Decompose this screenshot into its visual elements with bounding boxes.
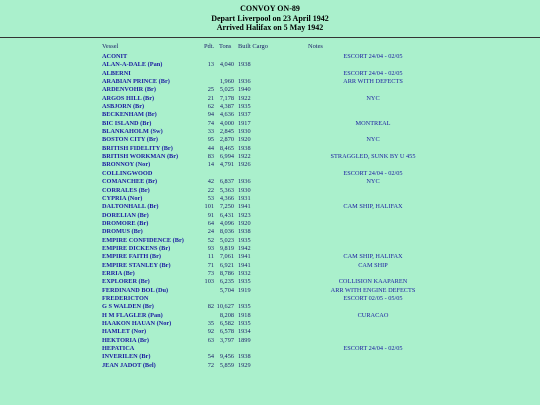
table-row — [0, 120, 540, 128]
built-value: 1930 — [238, 186, 251, 194]
tons-value: 3,797 — [219, 336, 234, 344]
vessel-name[interactable]: EMPIRE STANLEY (Br) — [102, 261, 171, 269]
pdt-value: 53 — [207, 194, 214, 202]
pdt-value: 103 — [204, 278, 214, 286]
table-row — [0, 170, 540, 178]
notes-value: CAM SHIP, HALIFAX — [343, 203, 403, 211]
vessel-name[interactable]: HEKTORIA (Br) — [102, 336, 149, 344]
tons-value: 5,704 — [219, 286, 234, 294]
built-value: 1935 — [238, 236, 251, 244]
vessel-name[interactable]: G S WALDEN (Br) — [102, 303, 154, 311]
notes-value: ESCORT 24/04 - 02/05 — [343, 53, 403, 60]
pdt-value: 101 — [204, 203, 214, 211]
table-row — [0, 78, 540, 86]
pdt-value: 71 — [207, 261, 214, 269]
notes-value: MONTREAL — [355, 119, 391, 127]
notes-value: NYC — [366, 136, 380, 144]
table-row — [0, 86, 540, 94]
notes-value: STRAGGLED, SUNK BY U 455 — [330, 153, 416, 161]
built-value: 1922 — [238, 94, 251, 102]
pdt-value: 42 — [207, 178, 214, 186]
col-vessel: Vessel — [102, 43, 119, 50]
vessel-name[interactable]: DALTONHALL (Br) — [102, 203, 159, 211]
tons-value: 8,465 — [219, 144, 234, 152]
table-row — [0, 362, 540, 370]
tons-value: 5,025 — [219, 86, 234, 94]
pdt-value: 94 — [207, 111, 214, 119]
vessel-name[interactable]: FERDINAND BOL (Du) — [102, 286, 169, 294]
vessel-name[interactable]: ARGOS HILL (Br) — [102, 94, 155, 102]
tons-value: 6,582 — [219, 320, 234, 327]
vessel-name[interactable]: COMANCHEE (Br) — [102, 178, 158, 186]
table-row — [0, 103, 540, 111]
tons-value: 6,921 — [219, 261, 234, 269]
pdt-value: 52 — [207, 236, 214, 244]
table-row — [0, 295, 540, 303]
pdt-value: 24 — [207, 228, 214, 236]
table-row — [0, 212, 540, 220]
built-value: 1930 — [238, 128, 251, 136]
col-pdt: Pdt. — [204, 43, 215, 50]
pdt-value: 21 — [207, 94, 214, 102]
tons-value: 4,000 — [219, 119, 234, 127]
vessel-table — [0, 53, 540, 370]
notes-value: NYC — [366, 94, 380, 102]
arrive-line: Arrived Halifax on 5 May 1942 — [216, 23, 324, 32]
vessel-name[interactable]: BIC ISLAND (Br) — [102, 119, 152, 127]
table-row — [0, 278, 540, 286]
vessel-name[interactable]: BECKENHAM (Br) — [102, 111, 157, 119]
table-row — [0, 245, 540, 253]
table-row — [0, 70, 540, 78]
convoy-header — [0, 0, 540, 33]
vessel-name[interactable]: CYPRIA (Nor) — [102, 194, 143, 202]
tons-value: 6,235 — [219, 278, 234, 286]
table-row — [0, 237, 540, 245]
tons-value: 5,023 — [219, 236, 234, 244]
tons-value: 6,431 — [219, 211, 234, 219]
built-value: 1899 — [238, 336, 251, 344]
table-row — [0, 61, 540, 69]
built-value: 1941 — [238, 253, 251, 261]
tons-value: 7,250 — [219, 203, 234, 211]
vessel-name[interactable]: BRITISH FIDELITY (Br) — [102, 144, 173, 152]
table-row — [0, 262, 540, 270]
built-value: 1938 — [238, 353, 251, 361]
pdt-value: 54 — [207, 353, 214, 361]
pdt-value: 11 — [207, 253, 214, 261]
built-value: 1940 — [238, 86, 251, 94]
built-value: 1938 — [238, 61, 251, 69]
tons-value: 4,636 — [219, 111, 234, 119]
tons-value: 9,456 — [219, 353, 234, 361]
table-row — [0, 53, 540, 61]
tons-value: 2,845 — [219, 128, 234, 136]
table-row — [0, 128, 540, 136]
tons-value: 7,061 — [219, 253, 234, 261]
tons-value: 4,096 — [219, 219, 234, 227]
tons-value: 5,363 — [219, 186, 234, 194]
pdt-value: 44 — [207, 144, 214, 152]
table-row — [0, 111, 540, 119]
notes-value: ESCORT 24/04 - 02/05 — [343, 169, 403, 177]
table-row — [0, 345, 540, 353]
pdt-value: 74 — [207, 119, 214, 127]
built-value: 1922 — [238, 153, 251, 161]
pdt-value: 25 — [207, 86, 214, 94]
depart-line: Depart Liverpool on 23 April 1942 — [211, 13, 329, 23]
pdt-value: 63 — [207, 336, 214, 344]
vessel-name[interactable]: ALBERNI — [102, 69, 131, 77]
tons-value: 4,040 — [219, 61, 234, 69]
built-value: 1920 — [238, 219, 251, 227]
notes-value: CAM SHIP — [358, 261, 388, 269]
built-value: 1919 — [238, 286, 251, 294]
built-value: 1932 — [238, 269, 251, 277]
vessel-name[interactable]: HAMLET (Nor) — [102, 328, 147, 336]
table-row — [0, 303, 540, 311]
tons-value: 10,627 — [216, 303, 234, 311]
table-row — [0, 195, 540, 203]
table-row — [0, 253, 540, 261]
vessel-name[interactable]: FREDERICTON — [102, 294, 149, 302]
vessel-name[interactable]: ASBJORN (Br) — [102, 103, 145, 111]
vessel-name[interactable]: ERRIA (Br) — [102, 269, 135, 277]
built-value: 1937 — [238, 111, 251, 119]
notes-value: ESCORT 02/05 - 05/05 — [343, 294, 403, 302]
vessel-name[interactable]: HAAKON HAUAN (Nor) — [102, 320, 172, 327]
tons-value: 8,786 — [219, 269, 234, 277]
notes-value: CAM SHIP, HALIFAX — [343, 253, 403, 261]
pdt-value: 35 — [207, 320, 214, 327]
pdt-value: 93 — [207, 244, 214, 252]
vessel-name[interactable]: EMPIRE CONFIDENCE (Br) — [102, 236, 184, 244]
convoy-title: CONVOY ON-89 — [240, 4, 300, 13]
vessel-name[interactable]: ARDENVOHR (Br) — [102, 86, 156, 94]
tons-value: 6,578 — [219, 328, 234, 336]
built-value: 1941 — [238, 203, 251, 211]
vessel-name[interactable]: H M FLAGLER (Pan) — [102, 311, 163, 319]
vessel-name[interactable]: EMPIRE DICKENS (Br) — [102, 244, 171, 252]
table-row — [0, 187, 540, 195]
built-value: 1942 — [238, 244, 251, 252]
table-row — [0, 328, 540, 336]
pdt-value: 72 — [207, 361, 214, 369]
pdt-value: 91 — [207, 211, 214, 219]
vessel-name[interactable]: BRONNOY (Nor) — [102, 161, 151, 169]
tons-value: 8,208 — [219, 311, 234, 319]
vessel-name[interactable]: INVERILEN (Br) — [102, 353, 151, 361]
vessel-name[interactable]: COLLINGWOOD — [102, 169, 153, 177]
vessel-name[interactable]: JEAN JADOT (Bel) — [102, 361, 156, 369]
tons-value: 6,837 — [219, 178, 234, 186]
table-row — [0, 228, 540, 236]
tons-value: 1,960 — [219, 78, 234, 86]
vessel-name[interactable]: DORELIAN (Br) — [102, 211, 149, 219]
notes-value: ESCORT 24/04 - 02/05 — [343, 69, 403, 77]
col-tons: Tons — [219, 43, 232, 50]
vessel-name[interactable]: EXPLORER (Br) — [102, 278, 150, 286]
vessel-name[interactable]: EMPIRE FAITH (Br) — [102, 253, 161, 261]
table-row — [0, 161, 540, 169]
table-row — [0, 178, 540, 186]
pdt-value: 83 — [207, 153, 214, 161]
tons-value: 4,366 — [219, 194, 234, 202]
built-value: 1934 — [238, 328, 251, 336]
notes-value: ARR WITH ENGINE DEFECTS — [330, 286, 416, 294]
tons-value: 7,178 — [219, 94, 234, 102]
built-value: 1935 — [238, 103, 251, 111]
pdt-value: 62 — [207, 103, 214, 111]
tons-value: 9,819 — [219, 244, 234, 252]
vessel-name[interactable]: ARABIAN PRINCE (Br) — [102, 78, 170, 86]
table-row — [0, 270, 540, 278]
pdt-value: 33 — [207, 128, 214, 136]
built-value: 1931 — [238, 194, 251, 202]
vessel-name[interactable]: DROMUS (Br) — [102, 228, 143, 236]
tons-value: 4,387 — [219, 103, 234, 111]
notes-value: COLLISION KAAPAREN — [338, 278, 408, 286]
table-row — [0, 136, 540, 144]
built-value: 1920 — [238, 136, 251, 144]
pdt-value: 95 — [207, 136, 214, 144]
table-row — [0, 353, 540, 361]
vessel-name[interactable]: CORRALES (Br) — [102, 186, 150, 194]
tons-value: 5,859 — [219, 361, 234, 369]
table-row — [0, 153, 540, 161]
built-value: 1936 — [238, 178, 251, 186]
vessel-name[interactable]: ACONIT — [102, 53, 128, 60]
tons-value: 8,036 — [219, 228, 234, 236]
built-value: 1938 — [238, 228, 251, 236]
pdt-value: 64 — [207, 219, 214, 227]
pdt-value: 14 — [207, 161, 214, 169]
vessel-name[interactable]: ALAN-A-DALE (Pan) — [102, 61, 163, 69]
notes-value: NYC — [366, 178, 380, 186]
vessel-name[interactable]: BOSTON CITY (Br) — [102, 136, 158, 144]
built-value: 1941 — [238, 261, 251, 269]
table-row — [0, 145, 540, 153]
tons-value: 2,870 — [219, 136, 234, 144]
built-value: 1935 — [238, 303, 251, 311]
built-value: 1929 — [238, 361, 251, 369]
notes-value: ARR WITH DEFECTS — [343, 78, 403, 86]
col-notes: Notes — [308, 43, 323, 50]
col-built-cargo: Built Cargo — [238, 43, 268, 50]
vessel-name[interactable]: HEPATICA — [102, 345, 135, 353]
table-row — [0, 220, 540, 228]
table-row — [0, 95, 540, 103]
pdt-value: 92 — [207, 328, 214, 336]
header-divider — [0, 37, 540, 38]
tons-value: 6,994 — [219, 153, 234, 161]
vessel-name[interactable]: DROMORE (Br) — [102, 219, 149, 227]
built-value: 1918 — [238, 311, 251, 319]
table-row — [0, 320, 540, 328]
vessel-name[interactable]: BLANKAHOLM (Sw) — [102, 128, 163, 136]
pdt-value: 82 — [207, 303, 214, 311]
built-value: 1917 — [238, 119, 251, 127]
table-row — [0, 337, 540, 345]
pdt-value: 73 — [207, 269, 214, 277]
built-value: 1936 — [238, 78, 251, 86]
table-row — [0, 287, 540, 295]
built-value: 1935 — [238, 320, 251, 327]
built-value: 1935 — [238, 278, 251, 286]
pdt-value: 13 — [207, 61, 214, 69]
vessel-name[interactable]: BRITISH WORKMAN (Br) — [102, 153, 179, 161]
built-value: 1926 — [238, 161, 251, 169]
built-value: 1938 — [238, 144, 251, 152]
notes-value: ESCORT 24/04 - 02/05 — [343, 345, 403, 353]
pdt-value: 22 — [207, 186, 214, 194]
table-row — [0, 312, 540, 320]
tons-value: 4,791 — [219, 161, 234, 169]
table-row — [0, 203, 540, 211]
notes-value: CURACAO — [357, 311, 389, 319]
built-value: 1923 — [238, 211, 251, 219]
